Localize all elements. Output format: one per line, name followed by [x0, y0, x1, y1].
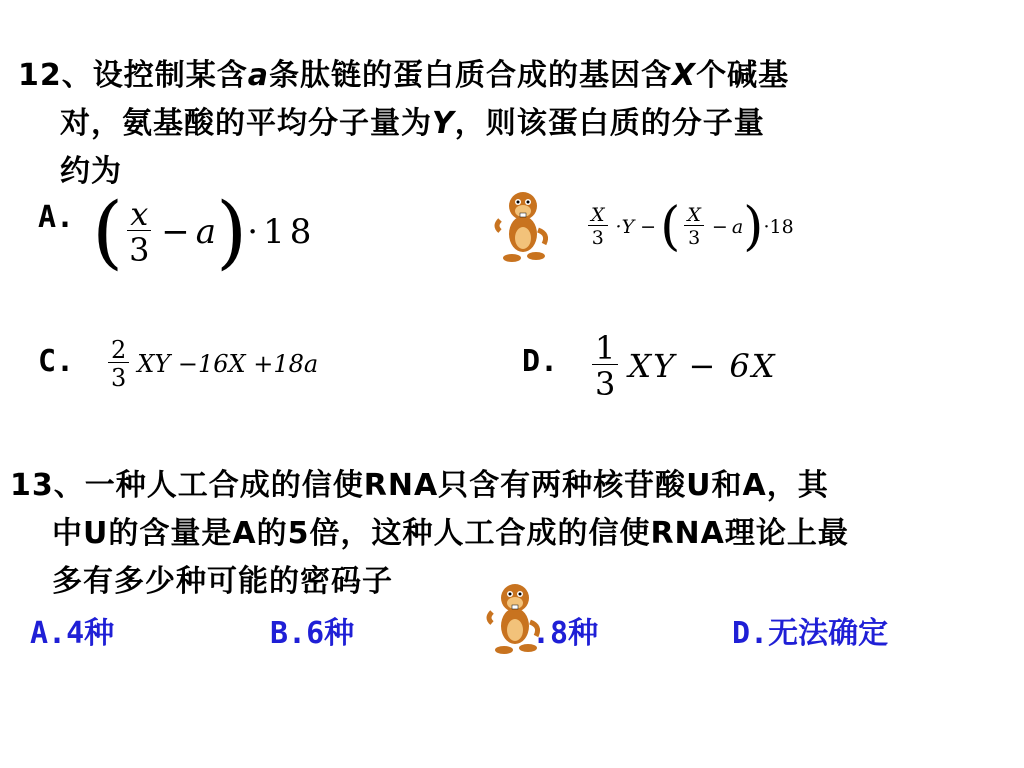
answer-a: A.4种 — [30, 616, 115, 651]
var-y: Y — [432, 106, 455, 141]
option-a-formula: ( $\frac{x}{3}$ − a ) ·18 — [92, 185, 317, 278]
var-a: a — [247, 58, 269, 93]
option-a-label: A. — [38, 200, 75, 235]
answer-d: D.无法确定 — [732, 616, 889, 651]
question-13-line-2: 中U的含量是A的5倍，这种人工合成的信使RNA理论上最 — [52, 516, 849, 551]
option-c-formula: $\frac{2}{3}$ XY −16X +18a — [104, 322, 318, 406]
answer-c: .8种 — [532, 616, 599, 651]
question-13-line-3: 多有多少种可能的密码子 — [52, 564, 393, 599]
option-d-label: D. — [522, 344, 559, 379]
question-12-line-1: 12、设控制某含a条肽链的蛋白质合成的基因含X个碱基 — [18, 58, 790, 93]
question-12-line-2: 对，氨基酸的平均分子量为Y，则该蛋白质的分子量 — [60, 106, 765, 141]
question-12 — [18, 52, 789, 196]
question-13-line-1: 13、一种人工合成的信使RNA只含有两种核苷酸U和A，其 — [10, 468, 829, 503]
beaver-mascot-icon — [494, 186, 552, 264]
var-x: X — [672, 58, 697, 93]
option-b-formula: $\frac{X}{3}$ ·Y − ( $\frac{X}{3}$ − a ) ·18 — [584, 192, 794, 262]
option-c-label: C. — [38, 344, 75, 379]
option-d-formula: $\frac{1}{3}$ XY − 6X — [588, 326, 777, 406]
answer-b: B.6种 — [270, 616, 355, 651]
question-12-line-3: 约为 — [60, 154, 122, 189]
question-13 — [10, 462, 849, 606]
